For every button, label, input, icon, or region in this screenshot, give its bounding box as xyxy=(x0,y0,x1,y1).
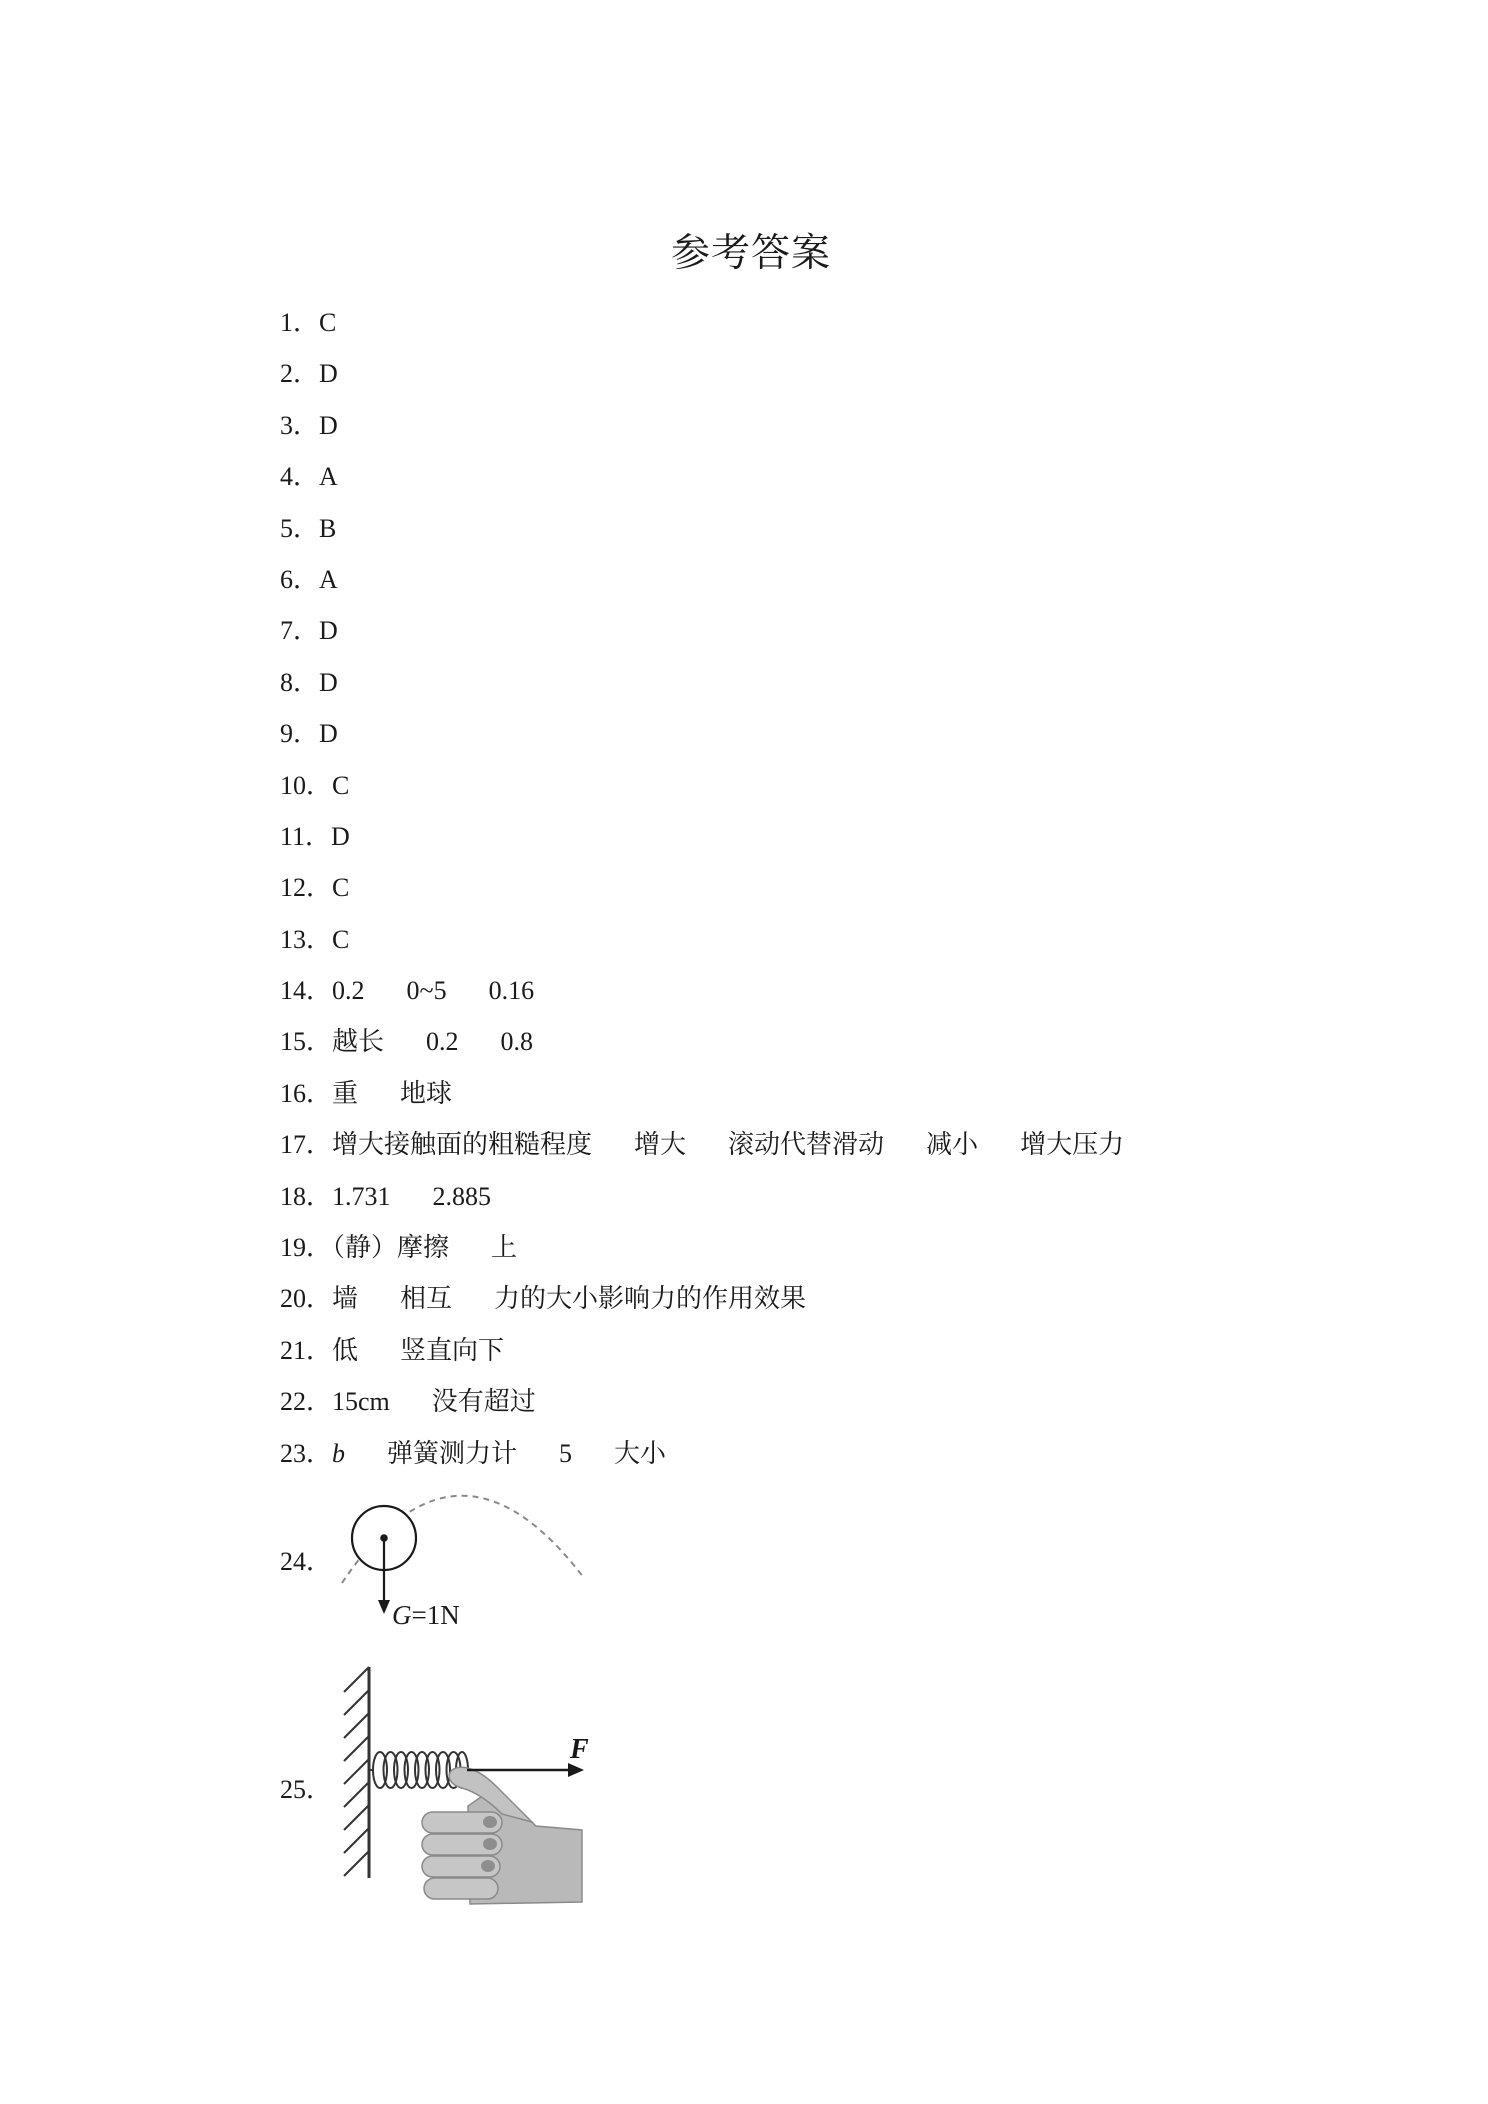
answer-20-part-1: 墙 xyxy=(332,1284,359,1314)
answer-7-part-1: D xyxy=(319,616,338,646)
answer-9-number: 9． xyxy=(280,719,320,749)
answer-row-17 xyxy=(280,1119,1124,1170)
answer-14-part-2: 0~5 xyxy=(406,976,447,1006)
fingernail xyxy=(481,1860,495,1872)
answer-row-18 xyxy=(280,1171,1124,1222)
answer-14-number: 14． xyxy=(280,976,333,1006)
answer-4-part-1: A xyxy=(319,462,338,492)
answer-row-8 xyxy=(280,657,1124,708)
force-arrow-head xyxy=(568,1763,584,1777)
answer-21-part-2: 竖直向下 xyxy=(400,1335,505,1365)
answer-6-number: 6． xyxy=(280,564,320,594)
answer-row-20 xyxy=(280,1273,1124,1324)
answer-row-11 xyxy=(280,811,1124,862)
fingernail xyxy=(483,1838,497,1850)
gravity-arrow-head xyxy=(378,1600,390,1614)
answer-8-number: 8． xyxy=(280,667,320,697)
answer-20-part-2: 相互 xyxy=(400,1284,453,1314)
answer-23-part-1: b xyxy=(332,1438,346,1468)
gravity-label xyxy=(392,1600,460,1630)
answer-15-part-3: 0.8 xyxy=(500,1027,534,1057)
spring-force-diagram xyxy=(330,1655,600,1915)
answer-18-number: 18． xyxy=(280,1181,333,1211)
answer-19-number: 19． xyxy=(280,1233,333,1263)
answer-row-5 xyxy=(280,503,1124,554)
answer-row-7 xyxy=(280,605,1124,656)
answer-17-part-4: 减小 xyxy=(926,1130,979,1160)
answer-row-21 xyxy=(280,1325,1124,1376)
answer-2-part-1: D xyxy=(319,359,338,389)
answer-5-number: 5． xyxy=(280,513,320,543)
answer-16-part-2: 地球 xyxy=(400,1078,453,1108)
wall-hatch xyxy=(344,1690,369,1715)
answer-21-part-1: 低 xyxy=(332,1335,359,1365)
page-title: 参考答案 xyxy=(670,232,831,275)
answer-row-14 xyxy=(280,965,1124,1016)
fingernail xyxy=(483,1816,497,1828)
answer-2-number: 2． xyxy=(280,359,320,389)
answer-row-6 xyxy=(280,554,1124,605)
answer-row-16 xyxy=(280,1068,1124,1119)
answer-3-part-1: D xyxy=(319,410,338,440)
answer-15-part-1: 越长 xyxy=(332,1027,385,1057)
answer-12-number: 12． xyxy=(280,873,333,903)
answer-17-part-5: 增大压力 xyxy=(1020,1130,1125,1160)
answer-row-2 xyxy=(280,348,1124,399)
answer-11-number: 11． xyxy=(280,821,332,851)
wall-hatch xyxy=(344,1736,369,1761)
answer-row-9 xyxy=(280,708,1124,759)
answer-16-number: 16． xyxy=(280,1078,333,1108)
answer-16-part-1: 重 xyxy=(332,1078,359,1108)
answer-row-15 xyxy=(280,1016,1124,1067)
answer-19-part-1: （静）摩擦 xyxy=(332,1233,450,1263)
wall-hatch xyxy=(344,1759,369,1784)
answer-1-part-1: C xyxy=(319,308,337,337)
answer-row-22 xyxy=(280,1376,1124,1427)
wall-hatch xyxy=(344,1805,369,1830)
answer-row-1 xyxy=(280,297,1124,348)
answer-row-10 xyxy=(280,760,1124,811)
answer-row-3 xyxy=(280,400,1124,451)
answer-4-number: 4． xyxy=(280,462,320,492)
answer-20-part-3: 力的大小影响力的作用效果 xyxy=(494,1284,807,1314)
wall-hatch xyxy=(344,1851,369,1876)
answer-17-part-1: 增大接触面的粗糙程度 xyxy=(332,1130,593,1160)
hand-fingers xyxy=(422,1812,502,1899)
answer-9-part-1: D xyxy=(319,719,338,749)
answer-12-part-1: C xyxy=(332,873,350,903)
answer-18-part-2: 2.885 xyxy=(432,1181,492,1211)
answer-row-4 xyxy=(280,451,1124,502)
answer-22-number: 22． xyxy=(280,1387,333,1417)
gravity-diagram xyxy=(330,1485,610,1635)
answer-13-part-1: C xyxy=(332,924,350,954)
answer-5-part-1: B xyxy=(319,513,337,543)
answer-13-number: 13． xyxy=(280,924,333,954)
answer-23-part-4: 大小 xyxy=(614,1438,667,1468)
wall-hatch xyxy=(344,1667,369,1692)
answer-1-number: 1． xyxy=(280,308,320,337)
answer-14-part-3: 0.16 xyxy=(488,976,535,1006)
finger xyxy=(424,1878,498,1899)
answer-14-part-1: 0.2 xyxy=(332,976,365,1006)
answer-17-part-3: 滚动代替滑动 xyxy=(728,1130,885,1160)
answer-20-number: 20． xyxy=(280,1284,333,1314)
answer-row-13 xyxy=(280,914,1124,965)
answer-24-number: 24． xyxy=(280,1547,333,1576)
answer-row-19 xyxy=(280,1222,1124,1273)
answer-8-part-1: D xyxy=(319,667,338,697)
answer-6-part-1: A xyxy=(319,564,338,594)
answer-15-part-2: 0.2 xyxy=(426,1027,459,1057)
answer-row-12 xyxy=(280,862,1124,913)
answer-17-part-2: 增大 xyxy=(634,1130,687,1160)
force-label: F xyxy=(570,1734,589,1765)
answer-10-part-1: C xyxy=(332,770,350,800)
wall-hatch xyxy=(344,1782,369,1807)
answer-7-number: 7． xyxy=(280,616,320,646)
answer-3-number: 3． xyxy=(280,410,320,440)
answer-23-number: 23． xyxy=(280,1438,333,1468)
answer-23-part-2: 弹簧测力计 xyxy=(387,1438,518,1468)
wall-hatch xyxy=(344,1828,369,1853)
answer-row-23 xyxy=(280,1428,1124,1479)
answer-10-number: 10． xyxy=(280,770,333,800)
wall-hatch xyxy=(344,1713,369,1738)
gravity-symbol: G xyxy=(392,1600,412,1630)
answer-25-number: 25． xyxy=(280,1775,333,1804)
answer-list xyxy=(280,297,1124,1479)
answer-22-part-1: 15cm xyxy=(332,1387,390,1417)
answer-17-number: 17． xyxy=(280,1130,333,1160)
answer-23-part-3: 5 xyxy=(559,1438,573,1468)
answer-11-part-1: D xyxy=(331,821,350,851)
answer-19-part-2: 上 xyxy=(491,1233,518,1263)
answer-22-part-2: 没有超过 xyxy=(431,1387,536,1417)
answer-15-number: 15． xyxy=(280,1027,333,1057)
answer-21-number: 21． xyxy=(280,1335,333,1365)
wall-hatching xyxy=(344,1667,369,1876)
gravity-value: =1N xyxy=(411,1600,460,1630)
answer-18-part-1: 1.731 xyxy=(332,1181,391,1211)
